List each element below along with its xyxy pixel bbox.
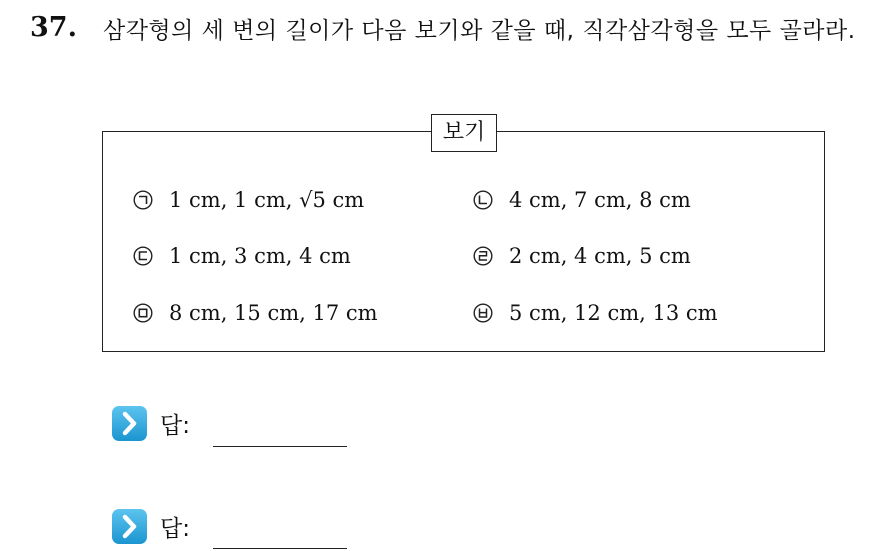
chevron-right-icon bbox=[111, 405, 148, 442]
chevron-right-icon bbox=[111, 508, 148, 545]
answer-label: 답: bbox=[160, 413, 190, 439]
option-text: 8 cm, 15 cm, 17 cm bbox=[169, 301, 378, 325]
circled-nieun-icon bbox=[473, 190, 493, 210]
option-nieun bbox=[473, 186, 691, 214]
answer-blank-2[interactable] bbox=[213, 548, 347, 549]
option-mieum bbox=[133, 299, 378, 327]
option-text: 2 cm, 4 cm, 5 cm bbox=[509, 244, 691, 268]
circled-digeut-icon bbox=[133, 246, 153, 266]
circled-rieul-icon bbox=[473, 246, 493, 266]
circled-giyeok-icon bbox=[133, 190, 153, 210]
option-digeut bbox=[133, 242, 351, 270]
option-bieup bbox=[473, 299, 718, 327]
answer-blank-1[interactable] bbox=[213, 446, 347, 447]
answer-label: 답: bbox=[160, 516, 190, 542]
option-text: 4 cm, 7 cm, 8 cm bbox=[509, 188, 691, 212]
answer-row-2 bbox=[111, 508, 190, 545]
circled-mieum-icon bbox=[133, 303, 153, 323]
question-text: 삼각형의 세 변의 길이가 다음 보기와 같을 때, 직각삼각형을 모두 골라라. bbox=[103, 18, 856, 44]
option-text: 5 cm, 12 cm, 13 cm bbox=[509, 301, 718, 325]
option-text: 1 cm, 1 cm, √5 cm bbox=[169, 188, 365, 212]
option-giyeok bbox=[133, 186, 364, 214]
options-box-title: 보기 bbox=[431, 114, 497, 152]
option-text: 1 cm, 3 cm, 4 cm bbox=[169, 244, 351, 268]
problem-number: 37. bbox=[30, 12, 77, 43]
answer-row-1 bbox=[111, 405, 190, 442]
circled-bieup-icon bbox=[473, 303, 493, 323]
option-rieul bbox=[473, 242, 691, 270]
